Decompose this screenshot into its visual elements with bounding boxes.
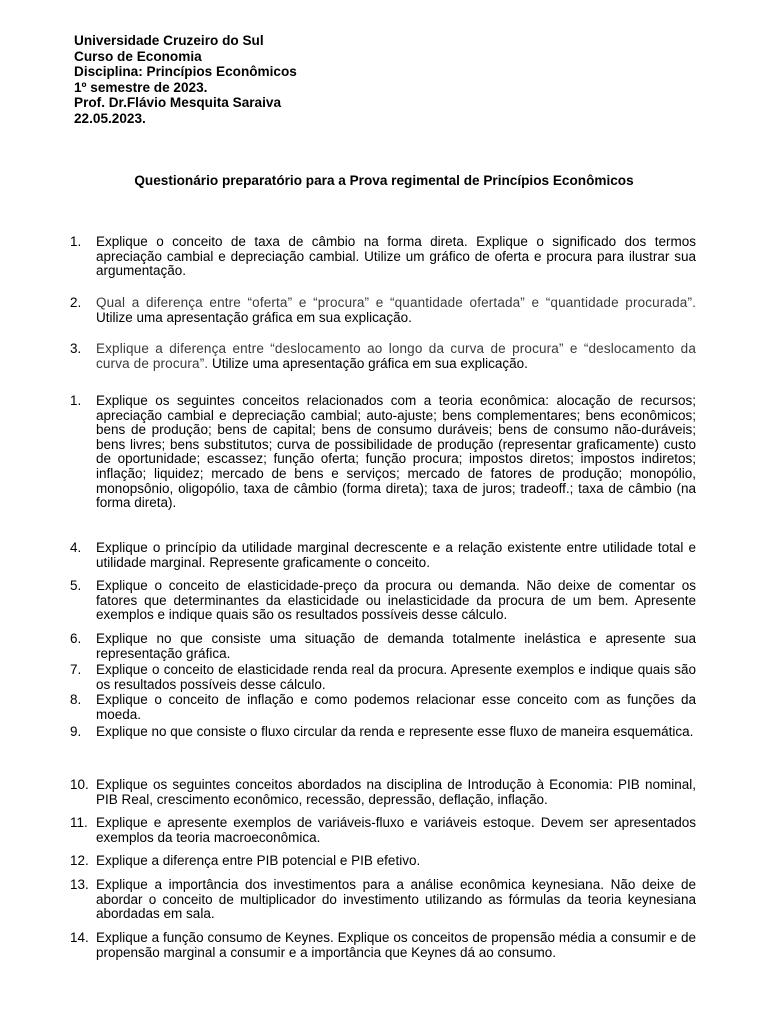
question-text: Explique o conceito de elasticidade renda real da procura. Apresente exemplos e indique quais são os resultados possíveis desse cálculo. [96,662,696,692]
question-number: 1. [70,393,82,408]
question-text: Explique a diferença entre PIB potencial e PIB efetivo. [96,853,421,868]
question-item [70,541,696,570]
document-header [74,33,297,127]
question-number: 12. [70,853,89,868]
question-number: 4. [70,540,82,555]
question-text-part: Qual a diferença entre “oferta” e “procura” e “quantidade ofertada” e “quantidade procurada”. [96,295,696,310]
question-text-part: Explique a diferença entre “deslocamento ao longo da curva de procura” e “deslocamento da curva de procura”. [96,341,696,371]
question-item [70,725,696,740]
question-number: 8. [70,692,82,707]
university-name: Universidade Cruzeiro do Sul [74,33,264,48]
question-text: Explique o conceito de inflação e como podemos relacionar esse conceito com as funções da moeda. [96,692,696,722]
question-item [70,816,696,845]
question-item [70,394,696,511]
question-number: 9. [70,724,82,739]
question-text: Explique no que consiste o fluxo circular da renda e represente esse fluxo de maneira esquemática. [96,724,694,739]
document-title: Questionário preparatório para a Prova regimental de Princípios Econômicos [134,173,634,188]
question-item [70,854,696,869]
question-text-part: Utilize uma apresentação gráfica em sua explicação. [208,355,528,371]
question-number: 11. [70,815,88,830]
question-text [96,296,696,325]
question-item [70,878,696,922]
question-item [70,931,696,960]
course-name: Curso de Economia [74,48,202,64]
question-item [70,632,696,661]
question-item [70,579,696,623]
question-text [96,342,696,371]
discipline-name: Disciplina: Princípios Econômicos [74,64,297,80]
semester: 1º semestre de 2023. [74,79,208,95]
question-item [70,296,696,325]
professor-name: Prof. Dr.Flávio Mesquita Saraiva [74,95,281,111]
question-number: 7. [70,662,82,677]
question-text-part: Utilize uma apresentação gráfica em sua explicação. [96,309,412,325]
question-number: 2. [70,295,82,310]
question-text: Explique a função consumo de Keynes. Explique os conceitos de propensão média a consumir e de propensão marginal a consumir e a importância que Keynes dá ao consumo. [96,930,696,960]
question-text: Explique o conceito de elasticidade-preço da procura ou demanda. Não deixe de comentar os fatores que determinantes da elasticidade ou inelasticidade da procura de um bem. Apresente exemplos e indique quais são os resultados possíveis desse cálculo. [96,578,696,623]
question-number: 10. [70,777,89,792]
question-item [70,778,696,807]
question-item [70,342,696,371]
question-text: Explique os seguintes conceitos relacionados com a teoria econômica: alocação de recursos; apreciação cambial e depreciação cambial; auto-ajuste; bens complementares; bens econômicos; bens de produção; bens de capital; bens de consumo duráveis; bens de consumo não-duráveis; bens livres; bens substitutos; curva de possibilidade de produção (representar graficamente) custo de oportunidade; escassez; função oferta; função procura; impostos diretos; impostos indiretos; inflação; liquidez; mercado de bens e serviços; mercado de fatores de produção; monopólio, monopsônio, oligopólio, taxa de câmbio (forma direta); taxa de juros; tradeoff.; taxa de câmbio (na forma direta). [96,393,696,511]
question-item [70,663,696,692]
question-item [70,235,696,279]
question-number: 1. [70,234,82,249]
question-number: 6. [70,631,82,646]
question-text: Explique os seguintes conceitos abordados na disciplina de Introdução à Economia: PIB nominal, PIB Real, crescimento econômico, recessão, depressão, deflação, inflação. [96,777,696,807]
question-number: 5. [70,578,82,593]
question-text: Explique o conceito de taxa de câmbio na forma direta. Explique o significado dos termos apreciação cambial e depreciação cambial. Utilize um gráfico de oferta e procura para ilustrar sua argumentação. [96,234,696,279]
question-number: 14. [70,930,89,945]
question-text: Explique a importância dos investimentos para a análise econômica keynesiana. Não deixe de abordar o conceito de multiplicador do investimento utilizando as fórmulas da teoria keynesiana abordadas em sala. [96,877,696,922]
question-number: 3. [70,341,82,356]
question-text: Explique no que consiste uma situação de demanda totalmente inelástica e apresente sua representação gráfica. [96,631,696,661]
question-text: Explique e apresente exemplos de variáveis-fluxo e variáveis estoque. Devem ser apresentados exemplos da teoria macroeconômica. [96,815,696,845]
question-item [70,693,696,722]
question-number: 13. [70,877,89,892]
document-date: 22.05.2023. [74,110,146,126]
question-text: Explique o princípio da utilidade marginal decrescente e a relação existente entre utilidade total e utilidade marginal. Represente graficamente o conceito. [96,540,696,570]
